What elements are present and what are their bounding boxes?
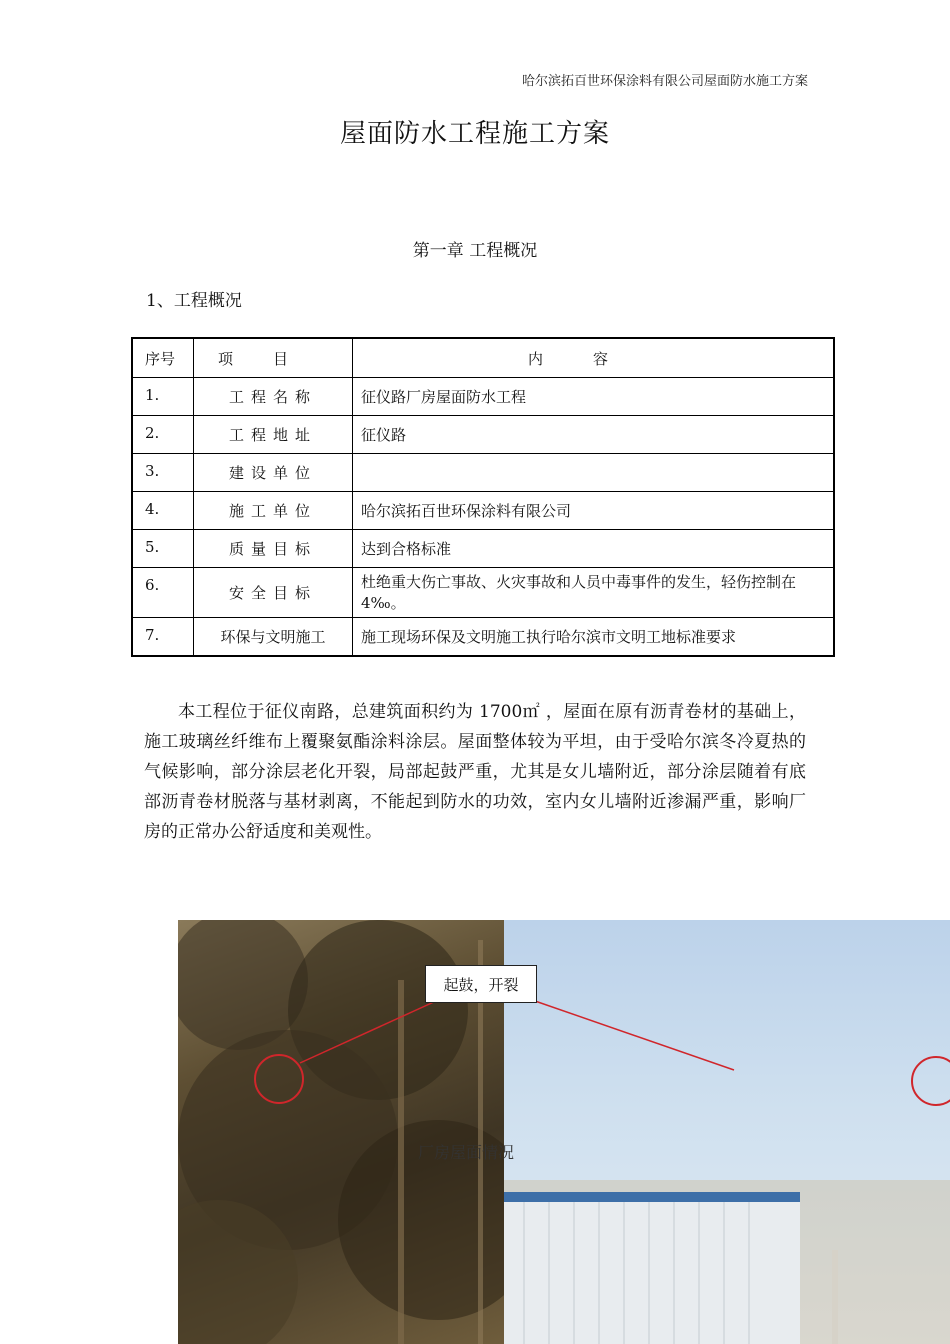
table-row — [132, 378, 834, 416]
row-content: 征仪路 — [353, 416, 835, 454]
row-number: 5. — [132, 530, 194, 568]
roof-condition-photo — [178, 920, 950, 1344]
row-number: 7. — [132, 618, 194, 656]
table-row — [132, 530, 834, 568]
row-item: 工程名称 — [194, 378, 353, 416]
row-item: 质量目标 — [194, 530, 353, 568]
row-number: 6. — [132, 568, 194, 618]
row-number: 4. — [132, 492, 194, 530]
section-heading: 1、工程概况 — [146, 291, 242, 311]
row-content: 哈尔滨拓百世环保涂料有限公司 — [353, 492, 835, 530]
row-content: 施工现场环保及文明施工执行哈尔滨市文明工地标准要求 — [353, 618, 835, 656]
row-item: 建设单位 — [194, 454, 353, 492]
header-cell-item: 项目 — [194, 338, 353, 378]
table-header-row — [132, 338, 834, 378]
defect-callout-label: 起鼓，开裂 — [425, 965, 537, 1003]
row-number: 2. — [132, 416, 194, 454]
row-number: 1. — [132, 378, 194, 416]
table-row — [132, 568, 834, 618]
overview-paragraph: 本工程位于征仪南路，总建筑面积约为 1700㎡ ，屋面在原有沥青卷材的基础上，施工玻璃丝纤维布上覆聚氨酯涂料涂层。屋面整体较为平坦，由于受哈尔滨冬冷夏热的气候影响，部分涂层老化开裂，局部起鼓严重，尤其是女儿墙附近，部分涂层随着有底部沥青卷材脱落与基材剥离，不能起到防水的功效，室内女儿墙附近渗漏严重，影响厂房的正常办公舒适度和美观性。 — [144, 702, 806, 842]
row-item: 工程地址 — [194, 416, 353, 454]
row-content — [353, 454, 835, 492]
table-row — [132, 454, 834, 492]
project-overview-table — [131, 337, 835, 657]
table-row — [132, 416, 834, 454]
row-item: 安全目标 — [194, 568, 353, 618]
row-item: 环保与文明施工 — [194, 618, 353, 656]
row-content: 征仪路厂房屋面防水工程 — [353, 378, 835, 416]
header-note: 哈尔滨拓百世环保涂料有限公司屋面防水施工方案 — [521, 74, 808, 89]
header-cell-index: 序号 — [132, 338, 194, 378]
table-row — [132, 492, 834, 530]
row-item: 施工单位 — [194, 492, 353, 530]
chapter-heading: 第一章 工程概况 — [412, 241, 538, 261]
row-number: 3. — [132, 454, 194, 492]
callout-leader-lines — [178, 920, 950, 1344]
row-content: 达到合格标准 — [353, 530, 835, 568]
header-cell-content: 内容 — [353, 338, 835, 378]
photo-caption: 厂房屋面情况 — [418, 1143, 515, 1162]
table-row — [132, 618, 834, 656]
document-title: 屋面防水工程施工方案 — [339, 119, 610, 149]
row-content: 杜绝重大伤亡事故、火灾事故和人员中毒事件的发生，轻伤控制在4‰。 — [353, 568, 835, 618]
